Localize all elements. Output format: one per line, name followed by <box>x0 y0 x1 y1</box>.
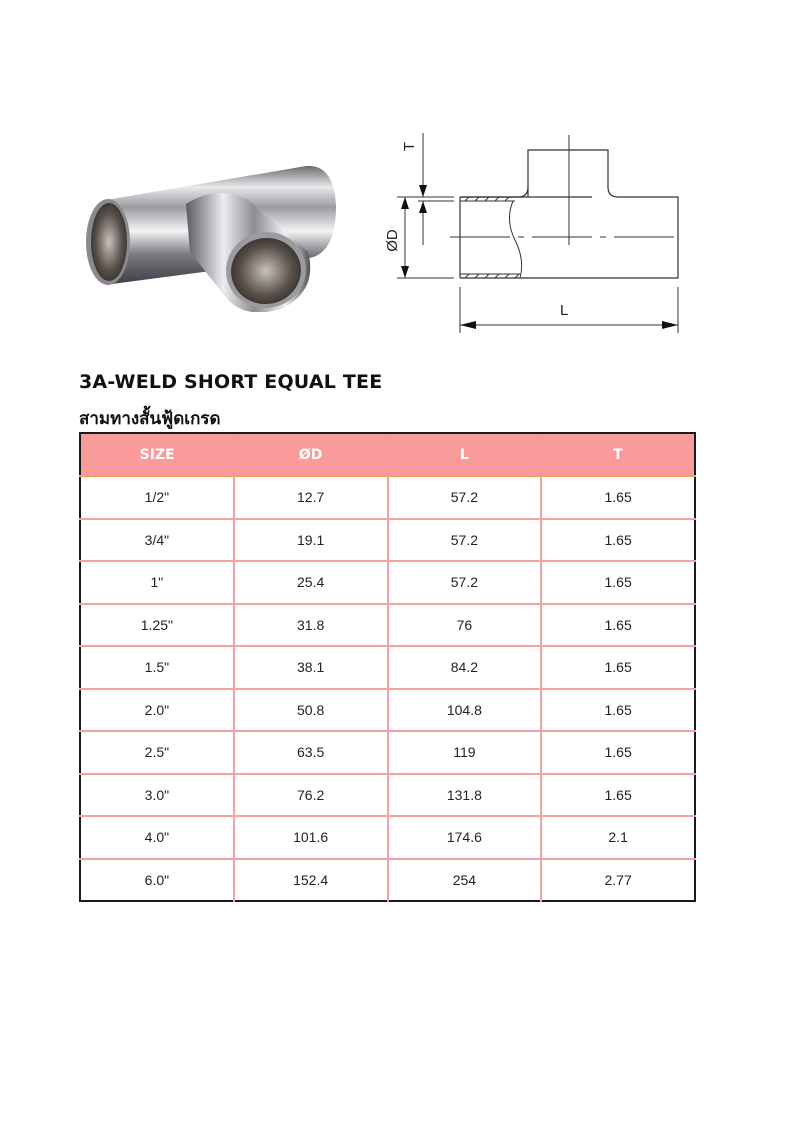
wall-hatch-top <box>460 197 515 201</box>
cell-t: 1.65 <box>541 646 695 689</box>
product-photo-stainless-tee <box>78 160 340 312</box>
cell-size: 2.5" <box>80 731 234 774</box>
cell-od: 101.6 <box>234 816 388 859</box>
table-row <box>80 604 695 647</box>
cell-t: 1.65 <box>541 519 695 562</box>
specification-table <box>79 432 696 902</box>
table-row <box>80 774 695 817</box>
table-row <box>80 519 695 562</box>
cell-l: 104.8 <box>388 689 542 732</box>
table-row <box>80 476 695 519</box>
column-header-od: ØD <box>234 433 388 476</box>
product-subtitle-thai: สามทางสั้นฟู้ดเกรด <box>79 409 221 429</box>
cell-od: 76.2 <box>234 774 388 817</box>
cell-l: 254 <box>388 859 542 902</box>
cell-size: 2.0" <box>80 689 234 732</box>
table-row <box>80 561 695 604</box>
cell-l: 174.6 <box>388 816 542 859</box>
cell-od: 38.1 <box>234 646 388 689</box>
label-diameter-OD: ØD <box>383 229 401 252</box>
cell-size: 1/2" <box>80 476 234 519</box>
table-header-row <box>80 433 695 476</box>
cell-l: 84.2 <box>388 646 542 689</box>
cell-t: 1.65 <box>541 689 695 732</box>
cell-t: 1.65 <box>541 731 695 774</box>
cell-size: 3.0" <box>80 774 234 817</box>
table-row <box>80 689 695 732</box>
table-row <box>80 816 695 859</box>
cell-size: 4.0" <box>80 816 234 859</box>
cell-size: 3/4" <box>80 519 234 562</box>
cell-t: 1.65 <box>541 476 695 519</box>
cell-od: 12.7 <box>234 476 388 519</box>
table-row <box>80 731 695 774</box>
label-thickness-T: T <box>401 141 419 152</box>
cell-size: 1.5" <box>80 646 234 689</box>
cell-t: 2.77 <box>541 859 695 902</box>
cell-od: 19.1 <box>234 519 388 562</box>
column-header-size: SIZE <box>80 433 234 476</box>
cell-od: 50.8 <box>234 689 388 732</box>
column-header-l: L <box>388 433 542 476</box>
cell-t: 1.65 <box>541 774 695 817</box>
cell-size: 1.25" <box>80 604 234 647</box>
cell-l: 119 <box>388 731 542 774</box>
label-length-L: L <box>560 302 569 319</box>
cell-t: 1.65 <box>541 604 695 647</box>
cell-t: 2.1 <box>541 816 695 859</box>
table-row <box>80 646 695 689</box>
cell-size: 1" <box>80 561 234 604</box>
technical-drawing <box>370 125 700 340</box>
cell-l: 76 <box>388 604 542 647</box>
column-header-t: T <box>541 433 695 476</box>
cell-t: 1.65 <box>541 561 695 604</box>
cell-l: 57.2 <box>388 519 542 562</box>
cell-od: 25.4 <box>234 561 388 604</box>
cell-size: 6.0" <box>80 859 234 902</box>
product-title: 3A-WELD SHORT EQUAL TEE <box>79 371 383 393</box>
cell-od: 31.8 <box>234 604 388 647</box>
cell-l: 57.2 <box>388 561 542 604</box>
table-row <box>80 859 695 902</box>
cell-l: 57.2 <box>388 476 542 519</box>
cell-od: 152.4 <box>234 859 388 902</box>
cell-od: 63.5 <box>234 731 388 774</box>
cell-l: 131.8 <box>388 774 542 817</box>
